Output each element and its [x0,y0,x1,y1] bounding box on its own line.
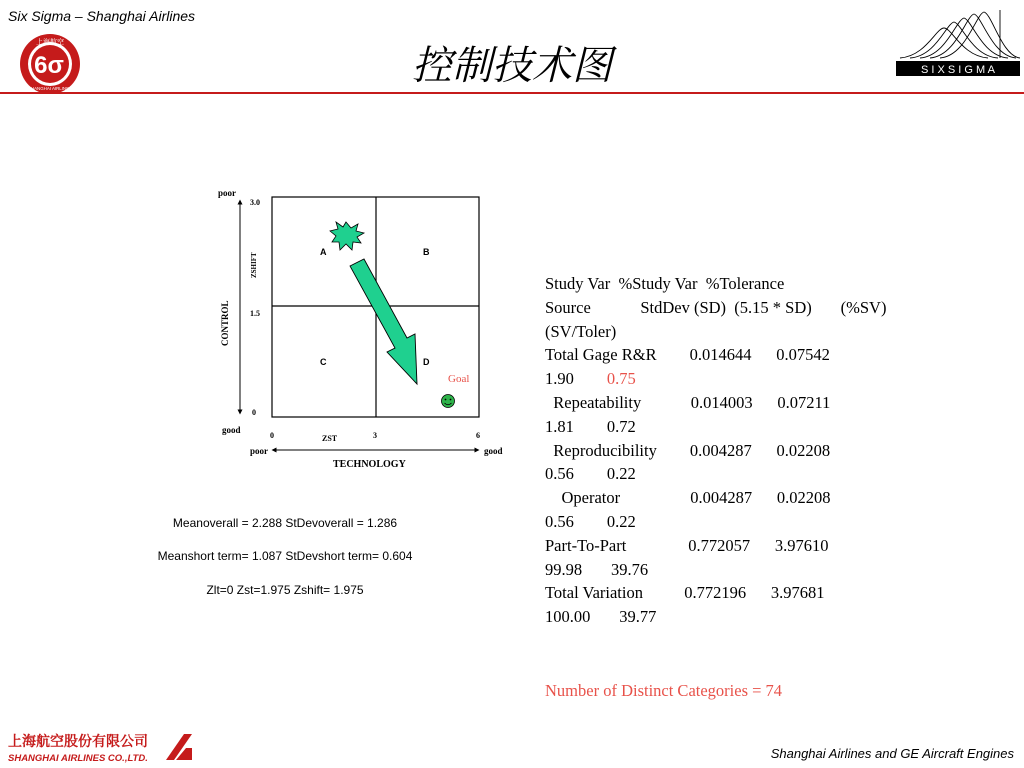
table-line: Operator 0.004287 0.02208 [545,488,831,508]
logo-six-sigma-symbol: 6σ [34,52,64,79]
header-caption: Six Sigma – Shanghai Airlines [8,8,196,24]
improvement-arrow [350,259,417,384]
y-tick-zero: 0 [252,408,256,417]
x-tick-mid: 3 [373,431,377,440]
highlighted-tolerance-value: 0.75 [606,369,636,389]
y-tick-mid: 1.5 [250,309,260,318]
quadrant-b-label: B [423,247,430,257]
distinct-categories-note: Number of Distinct Categories = 74 [545,681,783,700]
six-sigma-curves-logo [896,8,1020,80]
table-line: Part-To-Part 0.772057 3.97610 [545,535,829,555]
table-line: Study Var %Study Var %Tolerance [545,274,785,293]
x-axis-label: TECHNOLOGY [333,459,406,470]
goal-smiley-icon [442,395,455,408]
footer-logo-cn: 上海航空股份有限公司 [8,734,148,750]
table-line: Total Gage R&R 0.014644 0.07542 [545,345,830,365]
footer-caption: Shanghai Airlines and GE Aircraft Engines [770,746,1014,761]
table-line: 99.98 39.76 [545,559,649,579]
logo-bottom-text: SHANGHAI AIRLINES [28,86,72,91]
control-technology-chart [212,180,512,480]
table-line: (SV/Toler) [545,321,617,341]
table-line: 0.56 0.22 [545,464,636,484]
table-line: 0.56 0.22 [545,511,636,531]
table-line: Total Variation 0.772196 3.97681 [545,583,825,603]
x-left-label: poor [250,446,268,456]
footer-logo-en: SHANGHAI AIRLINES CO.,LTD. [8,753,148,764]
z-st-label: ZST [322,434,338,443]
table-line: 1.81 0.72 [545,416,636,436]
page-title: 控制技术图 [412,43,612,89]
quadrant-c-label: C [320,357,327,367]
stats-z-values: Zlt=0 Zst=1.975 Zshift= 1.975 [206,583,364,597]
x-tick-zero: 0 [270,431,274,440]
y-tick-top: 3.0 [250,198,260,207]
shanghai-airlines-footer-logo [6,730,196,764]
goal-label: Goal [448,373,470,385]
six-sigma-logo-text: S I X S I G M A [921,64,995,76]
table-line: 100.00 39.77 [545,607,657,627]
table-line: Repeatability 0.014003 0.07211 [545,392,831,412]
table-line: Reproducibility 0.004287 0.02208 [545,440,831,460]
y-top-label: poor [218,188,236,198]
x-right-label: good [484,446,503,456]
stats-overall: Meanoverall = 2.288 StDevoverall = 1.286 [172,516,398,530]
table-line [545,367,985,391]
starting-point-burst [330,222,364,250]
y-axis-label: CONTROL [220,300,230,346]
gage-rr-table [545,272,985,629]
logo-ring-text: 上海航空 [36,38,64,46]
table-line: Source StdDev (SD) (5.15 * SD) (%SV) [545,297,887,317]
y-bottom-label: good [222,425,241,435]
quadrant-d-label: D [423,357,430,367]
z-shift-label: ZSHIFT [250,252,258,278]
x-tick-right: 6 [476,431,480,440]
table-value: 1.90 [545,369,607,389]
stats-short-term: Meanshort term= 1.087 StDevshort term= 0.604 [157,549,413,563]
quadrant-a-label: A [320,247,327,257]
header-divider [0,92,1024,94]
